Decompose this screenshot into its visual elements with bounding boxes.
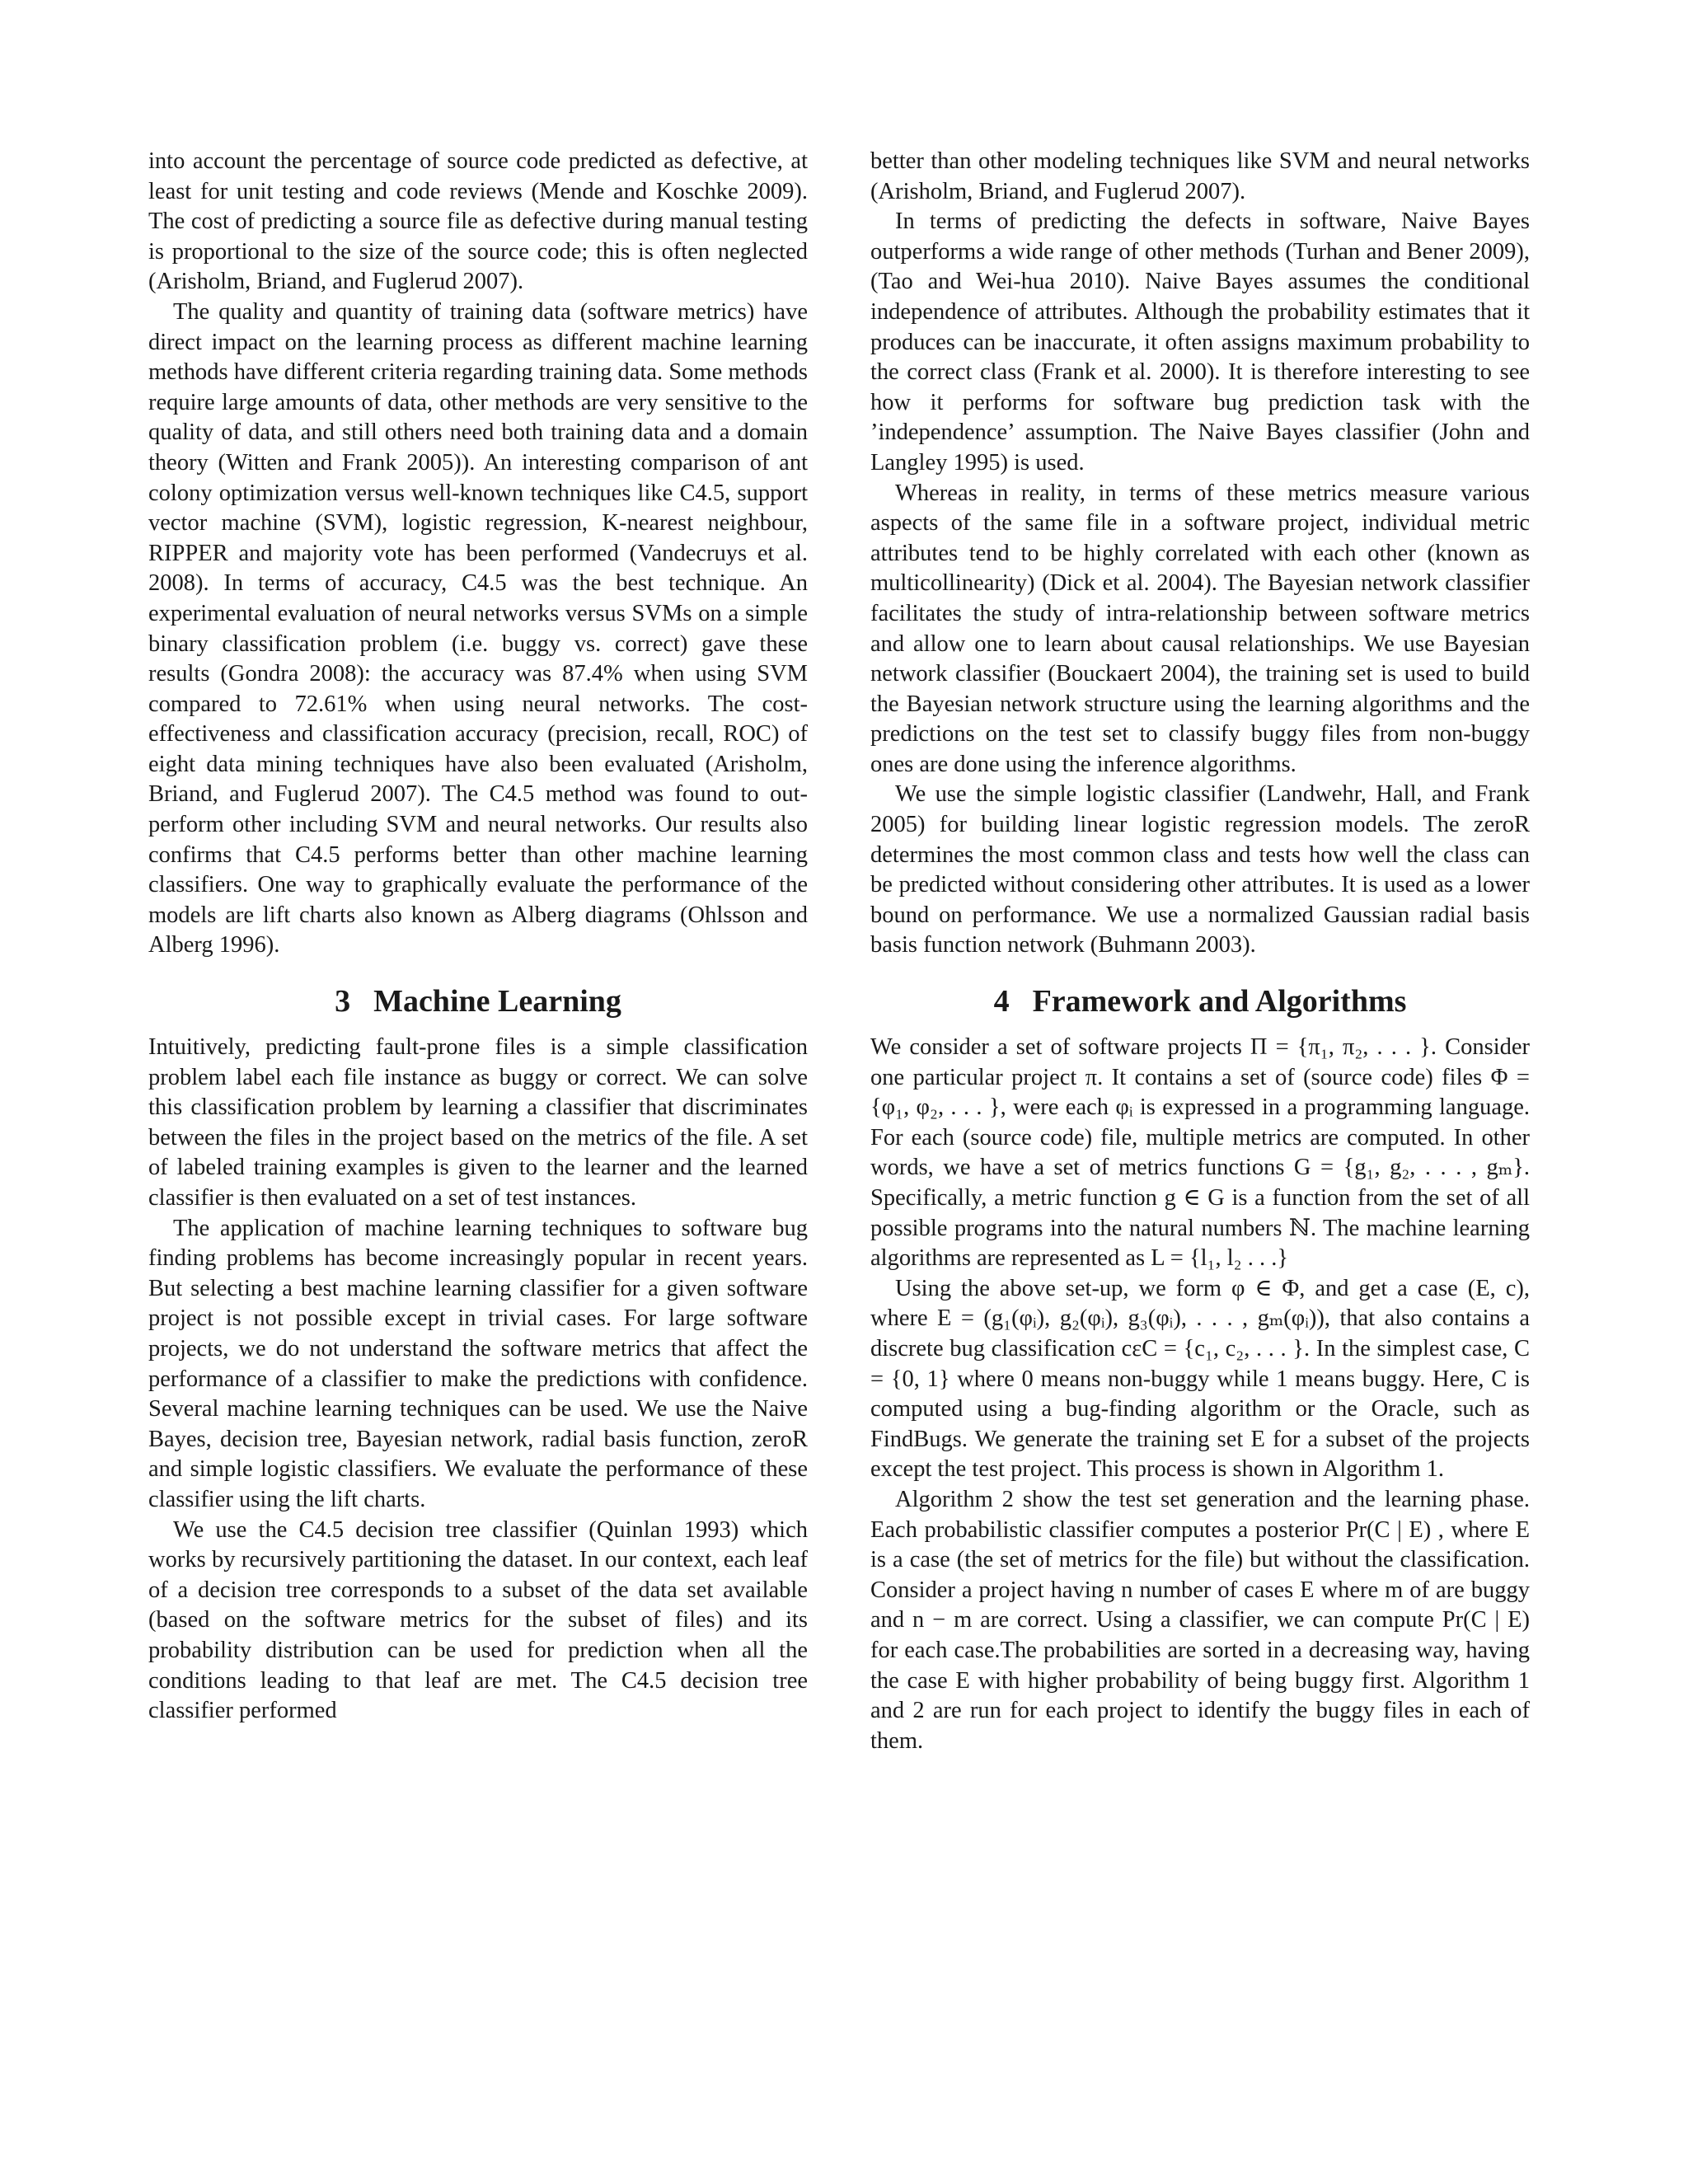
- section-heading-3: [148, 983, 808, 1019]
- paragraph: We use the simple logistic classifier (Landwehr, Hall, and Frank 2005) for building linear logistic regression models. The zeroR determines the most common class and tests how well the class can be predicted without considering other attributes. It is used as a lower bound on performance. We use a normalized Gaussian radial basis basis function network (Buhmann 2003).: [870, 781, 1530, 958]
- section-number: 3: [335, 984, 351, 1019]
- section-heading-4: [870, 983, 1530, 1019]
- section-title: Framework and Algorithms: [1032, 984, 1407, 1019]
- paragraph: Using the above set-up, we form φ ∈ Φ, and get a case (E, c), where E = (g₁(φᵢ), g₂(φᵢ), g₃(φᵢ), . . . , gₘ(φᵢ)), that also contains a discrete bug classification cεC = {c₁, c₂, . . . }. In the simplest case, C = {0, 1} where 0 means non-buggy while 1 means buggy. Here, C is computed using a bug-finding algorithm or the Oracle, such as FindBugs. We generate the training set E for a subset of the projects except the test project. This process is shown in Algorithm 1.: [870, 1275, 1530, 1483]
- paragraph: The application of machine learning techniques to software bug finding problems has become increasingly popular in recent years. But selecting a best machine learning classifier for a given software project is not possible except in trivial cases. For large software projects, we do not understand the software metrics that affect the performance of a classifier to make the predictions with confidence. Several machine learning techniques can be used. We use the Naive Bayes, decision tree, Bayesian network, radial basis function, zeroR and simple logistic classifiers. We evaluate the performance of these classifier using the lift charts.: [148, 1215, 808, 1512]
- paragraph: into account the percentage of source code predicted as defective, at least for unit testing and code reviews (Mende and Koschke 2009). The cost of predicting a source file as defective during manual testing is proportional to the size of the source code; this is often neglected (Arisholm, Briand, and Fuglerud 2007).: [148, 148, 808, 295]
- section-number: 4: [993, 984, 1010, 1019]
- paragraph: The quality and quantity of training data (software metrics) have direct impact on the learning process as different machine learning methods have different criteria regarding training data. Some methods require large amounts of data, other methods are very sensitive to the quality of data, and still others need both training data and a domain theory (Witten and Frank 2005)). An interesting comparison of ant colony optimization versus well-known techniques like C4.5, support vector machine (SVM), logistic regression, K-nearest neighbour, RIPPER and majority vote has been performed (Vandecruys et al. 2008). In terms of accuracy, C4.5 was the best technique. An experimental evaluation of neural networks versus SVMs on a simple binary classification problem (i.e. buggy vs. correct) gave these results (Gondra 2008): the accuracy was 87.4% when using SVM compared to 72.61% when using neural networks. The cost-effectiveness and classification accuracy (precision, recall, ROC) of eight data mining techniques have also been evaluated (Arisholm, Briand, and Fuglerud 2007). The C4.5 method was found to out-perform other including SVM and neural networks. Our results also confirms that C4.5 performs better than other machine learning classifiers. One way to graphically evaluate the performance of the models are lift charts also known as Alberg diagrams (Ohlsson and Alberg 1996).: [148, 298, 808, 958]
- left-column: [148, 147, 808, 1727]
- paragraph: We consider a set of software projects Π = {π₁, π₂, . . . }. Consider one particular project π. It contains a set of (source code) files Φ = {φ₁, φ₂, . . . }, were each φᵢ is expressed in a programming language. For each (source code) file, multiple metrics are computed. In other words, we have a set of metrics functions G = {g₁, g₂, . . . , gₘ}. Specifically, a metric function g ∈ G is a function from the set of all possible programs into the natural numbers ℕ. The machine learning algorithms are represented as L = {l₁, l₂ . . .}: [870, 1034, 1530, 1272]
- section-title: Machine Learning: [373, 984, 621, 1019]
- paragraph: better than other modeling techniques like SVM and neural networks (Arisholm, Briand, and Fuglerud 2007).: [870, 148, 1530, 204]
- paragraph: Whereas in reality, in terms of these metrics measure various aspects of the same file in a software project, individual metric attributes tend to be highly correlated with each other (known as multicollinearity) (Dick et al. 2004). The Bayesian network classifier facilitates the study of intra-relationship between software metrics and allow one to learn about causal relationships. We use Bayesian network classifier (Bouckaert 2004), the training set is used to build the Bayesian network structure using the learning algorithms and the predictions on the test set to classify buggy files from non-buggy ones are done using the inference algorithms.: [870, 480, 1530, 777]
- paragraph: In terms of predicting the defects in software, Naive Bayes outperforms a wide range of other methods (Turhan and Bener 2009), (Tao and Wei-hua 2010). Naive Bayes assumes the conditional independence of attributes. Although the probability estimates that it produces can be inaccurate, it often assigns maximum probability to the correct class (Frank et al. 2000). It is therefore interesting to see how it performs for software bug prediction task with the ’independence’ assumption. The Naive Bayes classifier (John and Langley 1995) is used.: [870, 209, 1530, 476]
- paragraph: Algorithm 2 show the test set generation and the learning phase. Each probabilistic classifier computes a posterior Pr(C | E) , where E is a case (the set of metrics for the file) but without the classification. Consider a project having n number of cases E where m of are buggy and n − m are correct. Using a classifier, we can compute Pr(C | E) for each case.The probabilities are sorted in a decreasing way, having the case E with higher probability of being buggy first. Algorithm 1 and 2 are run for each project to identify the buggy files in each of them.: [870, 1486, 1530, 1754]
- right-column: [870, 147, 1530, 1756]
- paragraph: We use the C4.5 decision tree classifier (Quinlan 1993) which works by recursively partitioning the dataset. In our context, each leaf of a decision tree corresponds to a subset of the data set available (based on the software metrics for the subset of files) and its probability distribution can be used for prediction when all the conditions leading to that leaf are met. The C4.5 decision tree classifier performed: [148, 1516, 808, 1724]
- paragraph: Intuitively, predicting fault-prone files is a simple classification problem label each file instance as buggy or correct. We can solve this classification problem by learning a classifier that discriminates between the files in the project based on the metrics of the file. A set of labeled training examples is given to the learner and the learned classifier is then evaluated on a set of test instances.: [148, 1034, 808, 1211]
